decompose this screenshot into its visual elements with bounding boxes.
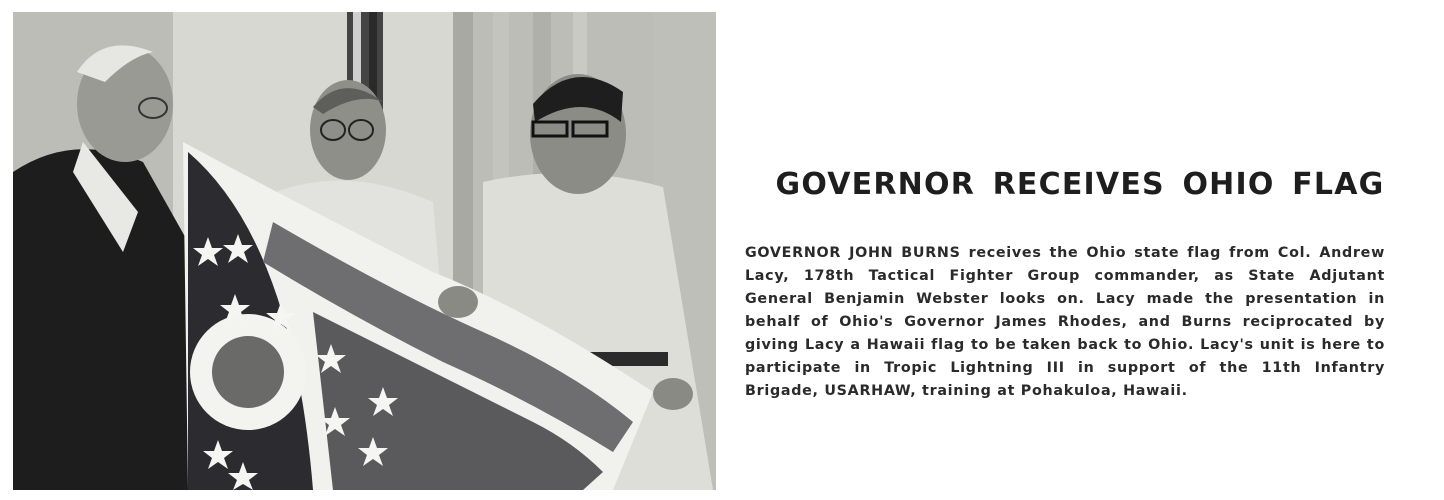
photo-caption: GOVERNOR JOHN BURNS receives the Ohio state flag from Col. Andrew Lacy, 178th Tactical Fighter Group commander, as State Adjutant General Benjamin Webster looks on. Lacy made the presentation in behalf of Ohio's Governor James Rhodes, and Burns reciprocated by giving Lacy a Hawaii flag to be taken back to Ohio. Lacy's unit is here to participate in Tropic Lightning III in support of the 11th Infantry Brigade, USARHAW, training at Pohakuloa, Hawaii. [745,245,1385,399]
headline: GOVERNOR RECEIVES OHIO FLAG [775,167,1385,202]
news-photo [13,12,716,490]
